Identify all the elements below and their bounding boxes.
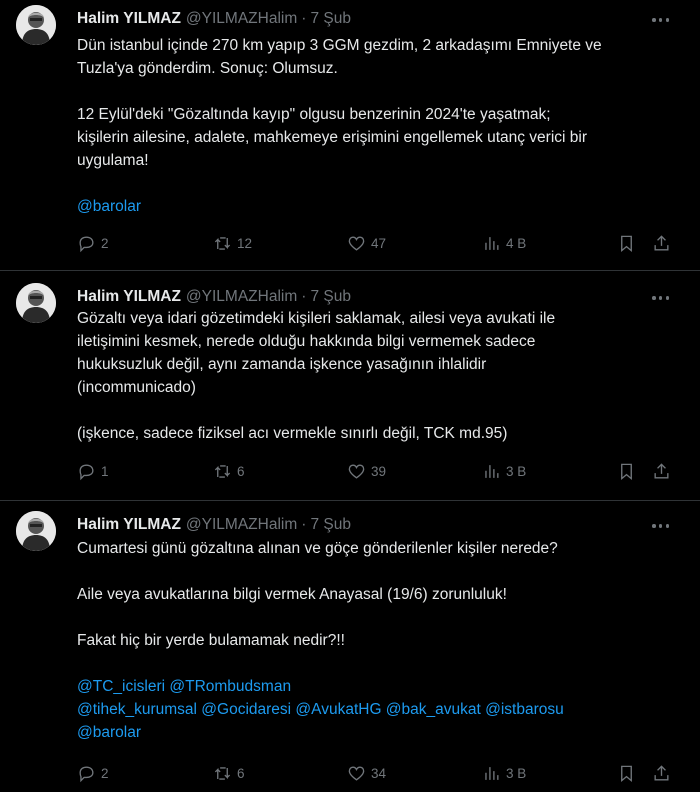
action-bar bbox=[77, 761, 700, 785]
like-button[interactable] bbox=[347, 231, 386, 255]
repost-button[interactable] bbox=[213, 231, 252, 255]
text-line: 12 Eylül'deki "Gözaltında kayıp" olgusu benzerinin 2024'te yaşatmak; bbox=[77, 106, 551, 123]
tweet-header bbox=[77, 287, 700, 307]
bookmark-button[interactable] bbox=[617, 761, 636, 785]
more-icon[interactable] bbox=[652, 17, 669, 23]
repost-icon bbox=[213, 234, 232, 253]
author-handle[interactable]: @YILMAZHalim bbox=[185, 288, 298, 305]
like-count: 34 bbox=[371, 765, 387, 781]
views-button[interactable] bbox=[482, 761, 526, 785]
like-icon bbox=[347, 764, 366, 783]
views-count: 4 B bbox=[506, 235, 527, 251]
bookmark-icon bbox=[617, 462, 636, 481]
repost-count: 6 bbox=[237, 463, 245, 479]
mention-link[interactable]: @barolar bbox=[77, 198, 141, 215]
views-count: 3 B bbox=[506, 765, 527, 781]
tweet-text bbox=[77, 307, 690, 445]
tweet-header bbox=[77, 515, 700, 535]
share-button[interactable] bbox=[652, 761, 671, 785]
mention-link[interactable]: @barolar bbox=[77, 724, 141, 741]
share-button[interactable] bbox=[652, 231, 671, 255]
like-count: 47 bbox=[371, 235, 387, 251]
mention-link[interactable]: @TC_icisleri @TRombudsman bbox=[77, 678, 292, 695]
reply-count: 2 bbox=[101, 765, 109, 781]
text-line: (incommunicado) bbox=[77, 379, 196, 396]
views-icon bbox=[482, 462, 501, 481]
bookmark-icon bbox=[617, 764, 636, 783]
author-name[interactable]: Halim YILMAZ bbox=[77, 10, 181, 27]
reply-count: 1 bbox=[101, 463, 109, 479]
reply-icon bbox=[77, 462, 96, 481]
separator-dot: · bbox=[301, 288, 307, 305]
more-icon[interactable] bbox=[652, 523, 669, 529]
text-line bbox=[77, 399, 690, 422]
views-count: 3 B bbox=[506, 463, 527, 479]
reply-icon bbox=[77, 764, 96, 783]
share-icon bbox=[652, 764, 671, 783]
views-icon bbox=[482, 764, 501, 783]
views-icon bbox=[482, 234, 501, 253]
reply-button[interactable] bbox=[77, 761, 109, 785]
avatar[interactable] bbox=[16, 511, 56, 551]
divider bbox=[0, 500, 700, 501]
repost-icon bbox=[213, 462, 232, 481]
like-button[interactable] bbox=[347, 459, 386, 483]
bookmark-button[interactable] bbox=[617, 459, 636, 483]
action-bar bbox=[77, 459, 700, 483]
author-name[interactable]: Halim YILMAZ bbox=[77, 288, 181, 305]
author-handle[interactable]: @YILMAZHalim bbox=[185, 516, 298, 533]
like-icon bbox=[347, 462, 366, 481]
timestamp[interactable]: 7 Şub bbox=[310, 10, 351, 27]
share-button[interactable] bbox=[652, 459, 671, 483]
timestamp[interactable]: 7 Şub bbox=[310, 516, 351, 533]
avatar[interactable] bbox=[16, 5, 56, 45]
text-line: Cumartesi günü gözaltına alınan ve göçe gönderilenler kişiler nerede? bbox=[77, 540, 558, 557]
repost-count: 12 bbox=[237, 235, 253, 251]
like-button[interactable] bbox=[347, 761, 386, 785]
text-line: Aile veya avukatlarına bilgi vermek Anayasal (19/6) zorunluluk! bbox=[77, 586, 507, 603]
separator-dot: · bbox=[301, 10, 307, 27]
text-line: iletişimini kesmek, nerede olduğu hakkında bilgi vermemek sadece bbox=[77, 333, 536, 350]
share-icon bbox=[652, 234, 671, 253]
repost-button[interactable] bbox=[213, 459, 245, 483]
text-line: Gözaltı veya idari gözetimdeki kişileri saklamak, ailesi veya avukati ile bbox=[77, 310, 556, 327]
repost-icon bbox=[213, 764, 232, 783]
reply-button[interactable] bbox=[77, 231, 109, 255]
text-line bbox=[77, 80, 690, 103]
text-line bbox=[77, 172, 690, 195]
divider bbox=[0, 270, 700, 271]
like-icon bbox=[347, 234, 366, 253]
views-button[interactable] bbox=[482, 459, 526, 483]
tweet-text bbox=[77, 34, 690, 218]
avatar[interactable] bbox=[16, 283, 56, 323]
text-line: Tuzla'ya gönderdim. Sonuç: Olumsuz. bbox=[77, 60, 338, 77]
text-line: hukuksuzluk değil, aynı zamanda işkence yasağının ihlalidir bbox=[77, 356, 487, 373]
author-handle[interactable]: @YILMAZHalim bbox=[185, 10, 298, 27]
bookmark-button[interactable] bbox=[617, 231, 636, 255]
reply-icon bbox=[77, 234, 96, 253]
action-bar bbox=[77, 231, 700, 255]
author-name[interactable]: Halim YILMAZ bbox=[77, 516, 181, 533]
text-line: (işkence, sadece fiziksel acı vermekle sınırlı değil, TCK md.95) bbox=[77, 425, 508, 442]
text-line: Fakat hiç bir yerde bulamamak nedir?!! bbox=[77, 632, 345, 649]
tweet-2[interactable] bbox=[0, 283, 700, 493]
text-line: kişilerin ailesine, adalete, mahkemeye erişimini engellemek utanç verici bir bbox=[77, 129, 588, 146]
tweet-3[interactable] bbox=[0, 511, 700, 791]
text-line: Dün istanbul içinde 270 km yapıp 3 GGM gezdim, 2 arkadaşımı Emniyete ve bbox=[77, 37, 602, 54]
reply-button[interactable] bbox=[77, 459, 109, 483]
tweet-header bbox=[77, 9, 700, 29]
tweet-text bbox=[77, 537, 690, 744]
share-icon bbox=[652, 462, 671, 481]
timestamp[interactable]: 7 Şub bbox=[310, 288, 351, 305]
repost-button[interactable] bbox=[213, 761, 245, 785]
repost-count: 6 bbox=[237, 765, 245, 781]
text-line bbox=[77, 560, 690, 583]
tweet-1[interactable] bbox=[0, 5, 700, 267]
views-button[interactable] bbox=[482, 231, 526, 255]
like-count: 39 bbox=[371, 463, 387, 479]
separator-dot: · bbox=[301, 516, 307, 533]
more-icon[interactable] bbox=[652, 295, 669, 301]
text-line bbox=[77, 652, 690, 675]
text-line bbox=[77, 606, 690, 629]
mention-link[interactable]: @tihek_kurumsal @Gocidaresi @AvukatHG @bak_avukat @istbarosu bbox=[77, 701, 564, 718]
bookmark-icon bbox=[617, 234, 636, 253]
text-line: uygulama! bbox=[77, 152, 149, 169]
reply-count: 2 bbox=[101, 235, 109, 251]
